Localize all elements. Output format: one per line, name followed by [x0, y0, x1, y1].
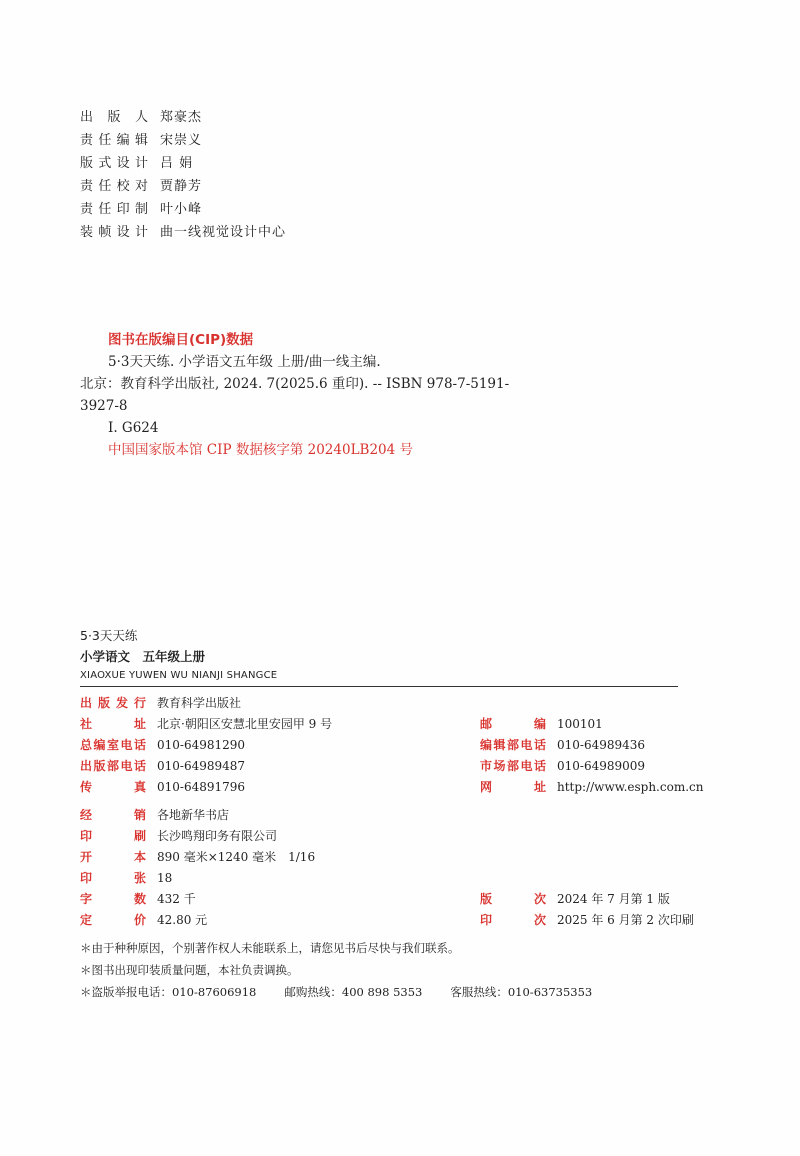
info-label: 出版部电话 [80, 759, 146, 773]
info-value: 2024 年 7 月第 1 版 [557, 892, 670, 906]
info-value: 100101 [557, 717, 603, 731]
info-label: 字数 [80, 892, 146, 906]
customer-service-hotline: 客服热线：010-63735353 [450, 985, 593, 999]
info-label: 总编室电话 [80, 738, 146, 752]
info-label: 市场部电话 [480, 759, 546, 773]
note-hotlines [80, 981, 592, 1003]
info-row [480, 889, 694, 910]
divider-rule [80, 686, 678, 687]
credit-row [80, 175, 286, 198]
book-title-block [80, 626, 277, 684]
info-label: 印刷 [80, 829, 146, 843]
info-value: 432 千 [157, 892, 196, 906]
info-row [80, 714, 332, 735]
cip-line: 北京：教育科学出版社, 2024. 7(2025.6 重印). -- ISBN 978-7-5191- [80, 376, 510, 392]
credit-name: 郑豪杰 [160, 110, 203, 125]
info-value: 18 [157, 871, 173, 885]
credit-name: 贾静芳 [160, 179, 203, 194]
note-copyright: ＊由于种种原因，个别著作权人未能联系上，请您见书后尽快与我们联系。 [80, 941, 460, 955]
info-value: 890 毫米×1240 毫米 1/16 [157, 850, 316, 864]
notes-block [80, 937, 592, 1003]
credit-role: 责任校对 [80, 179, 148, 194]
info-label: 印张 [80, 871, 146, 885]
credits-block [80, 106, 286, 244]
info-row [80, 826, 315, 847]
credit-row [80, 221, 286, 244]
info-label: 社址 [80, 717, 146, 731]
info-value: 010-64989009 [557, 759, 646, 773]
info-value: 010-64989436 [557, 738, 646, 752]
cip-record-number: 中国国家版本馆 CIP 数据核字第 20240LB204 号 [108, 442, 414, 458]
info-value: 2025 年 6 月第 2 次印刷 [557, 913, 694, 927]
info-label: 网址 [480, 780, 546, 794]
credit-name: 吕 娟 [160, 156, 194, 171]
info-value: 010-64891796 [157, 780, 246, 794]
publisher-info-right [480, 714, 703, 798]
book-title: 小学语文 五年级上册 [80, 649, 206, 664]
info-label: 开本 [80, 850, 146, 864]
credit-name: 叶小峰 [160, 202, 203, 217]
info-value: 42.80 元 [157, 913, 208, 927]
credit-name: 宋崇义 [160, 133, 203, 148]
cip-heading: 图书在版编目(CIP)数据 [108, 332, 254, 348]
printing-info-left [80, 805, 315, 931]
info-value: 各地新华书店 [157, 808, 230, 822]
info-value: http://www.esph.com.cn [557, 780, 704, 794]
info-label: 邮编 [480, 717, 546, 731]
mail-order-hotline: 邮购热线：400 898 5353 [284, 985, 423, 999]
info-value: 010-64981290 [157, 738, 246, 752]
credit-role: 责任印制 [80, 202, 148, 217]
credit-row [80, 198, 286, 221]
piracy-hotline: ＊盗版举报电话：010-87606918 [80, 985, 257, 999]
info-label: 经销 [80, 808, 146, 822]
info-row [80, 693, 332, 714]
credit-name: 曲一线视觉设计中心 [160, 225, 287, 240]
publisher-info-left [80, 693, 332, 798]
info-row [480, 777, 703, 798]
info-label: 编辑部电话 [480, 738, 546, 752]
credit-role: 装帧设计 [80, 225, 148, 240]
info-row [480, 714, 703, 735]
info-row [80, 847, 315, 868]
info-row [80, 756, 332, 777]
cip-line: 3927-8 [80, 398, 128, 414]
info-label: 出版发行 [80, 696, 146, 710]
credit-role: 责任编辑 [80, 133, 148, 148]
cip-classification: Ⅰ. G624 [108, 420, 159, 436]
info-value: 北京·朝阳区安慧北里安园甲 9 号 [157, 717, 333, 731]
info-value: 长沙鸣翔印务有限公司 [157, 829, 278, 843]
info-row [80, 889, 315, 910]
info-row [480, 756, 703, 777]
note-quality: ＊图书出现印装质量问题，本社负责调换。 [80, 963, 299, 977]
info-row [480, 910, 694, 931]
credit-row [80, 106, 286, 129]
credit-role: 出版人 [80, 110, 148, 125]
info-row [80, 777, 332, 798]
printing-info-right [480, 889, 694, 931]
info-value: 教育科学出版社 [157, 696, 242, 710]
cip-line: 5·3天天练. 小学语文五年级 上册/曲一线主编. [108, 354, 381, 370]
info-label: 印次 [480, 913, 546, 927]
info-label: 定价 [80, 913, 146, 927]
credit-row [80, 152, 286, 175]
credit-role: 版式设计 [80, 156, 148, 171]
credit-row [80, 129, 286, 152]
info-label: 版次 [480, 892, 546, 906]
info-row [80, 805, 315, 826]
info-row [80, 735, 332, 756]
info-value: 010-64989487 [157, 759, 246, 773]
book-title-pinyin: XIAOXUE YUWEN WU NIANJI SHANGCE [80, 670, 278, 681]
series-name: 5·3天天练 [80, 628, 138, 643]
info-row [80, 868, 315, 889]
cip-block [80, 329, 509, 461]
info-label: 传真 [80, 780, 146, 794]
info-row [480, 735, 703, 756]
info-row [80, 910, 315, 931]
